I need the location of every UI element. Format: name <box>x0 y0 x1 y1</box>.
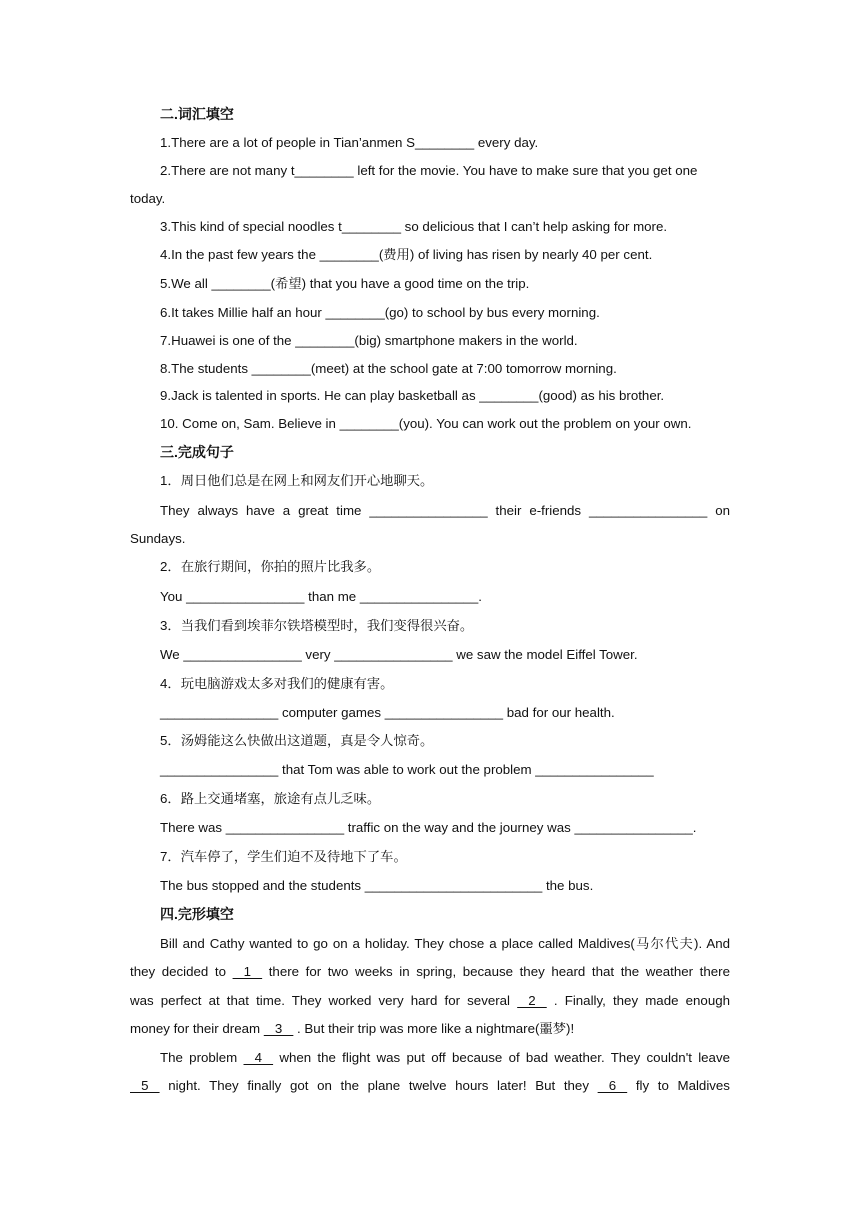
cloze-p1-line3 <box>130 991 730 1011</box>
cloze-p2-line1 <box>160 1048 730 1068</box>
cloze-p1-line2 <box>130 962 730 982</box>
vocab-item-2: 2.There are not many t________ left for the movie. You have to make sure that you get one <box>160 163 698 178</box>
sentence-3-en: We ________________ very ________________ we saw the model Eiffel Tower. <box>160 647 638 662</box>
sentence-3-cn: 3．当我们看到埃菲尔铁塔模型时，我们变得很兴奋。 <box>160 618 474 633</box>
vocab-item-1: 1.There are a lot of people in Tian’anmen S________ every day. <box>160 135 539 150</box>
sentence-7-en: The bus stopped and the students ________________________ the bus. <box>160 878 594 893</box>
cloze-text: The problem <box>160 1050 238 1065</box>
sentence-5-en: ________________ that Tom was able to work out the problem ________________ <box>160 762 654 777</box>
sentence-6-en: There was ________________ traffic on the way and the journey was ________________. <box>160 820 697 835</box>
vocab-item-9: 9.Jack is talented in sports. He can play basketball as ________(good) as his brother. <box>160 388 665 403</box>
cloze-text: they decided to <box>130 964 226 979</box>
cloze-text: night. They finally got on the plane twelve hours later! But they <box>168 1078 589 1093</box>
section2-heading: 二.词汇填空 <box>160 106 234 122</box>
cloze-p1-line4 <box>130 1019 730 1039</box>
cloze-text: . But their trip was more like a nightmare(噩梦)! <box>297 1021 575 1036</box>
cloze-text: money for their dream <box>130 1021 261 1036</box>
cloze-blank-6: 6 <box>597 1078 628 1093</box>
vocab-item-10: 10. Come on, Sam. Believe in ________(you). You can work out the problem on your own. <box>160 416 692 431</box>
vocab-item-5: 5.We all ________(希望) that you have a good time on the trip. <box>160 276 530 291</box>
vocab-item-6: 6.It takes Millie half an hour ________(go) to school by bus every morning. <box>160 305 600 320</box>
sentence-1-cn: 1．周日他们总是在网上和网友们开心地聊天。 <box>160 473 434 488</box>
vocab-item-3: 3.This kind of special noodles t________ so delicious that I can’t help asking for more. <box>160 219 668 234</box>
cloze-blank-4: 4 <box>243 1050 274 1065</box>
cloze-p2-line2 <box>130 1076 730 1096</box>
sentence-4-cn: 4．玩电脑游戏太多对我们的健康有害。 <box>160 676 394 691</box>
sentence-4-en: ________________ computer games ________________ bad for our health. <box>160 705 615 720</box>
sentence-7-cn: 7．汽车停了，学生们迫不及待地下了车。 <box>160 849 407 864</box>
cloze-blank-5: 5 <box>130 1078 160 1093</box>
vocab-item-2-cont: today. <box>130 191 166 206</box>
vocab-item-8: 8.The students ________(meet) at the school gate at 7:00 tomorrow morning. <box>160 361 617 376</box>
cloze-text: . Finally, they made enough <box>553 993 731 1008</box>
sentence-1-en: They always have a great time ________________ their e-friends ________________ on <box>160 503 730 518</box>
cloze-blank-3: 3 <box>263 1021 294 1036</box>
sentence-2-cn: 2．在旅行期间，你拍的照片比我多。 <box>160 559 381 574</box>
vocab-item-7: 7.Huawei is one of the ________(big) smartphone makers in the world. <box>160 333 578 348</box>
sentence-5-cn: 5．汤姆能这么快做出这道题，真是令人惊奇。 <box>160 733 434 748</box>
section3-heading: 三.完成句子 <box>160 444 234 460</box>
cloze-text: was perfect at that time. They worked very hard for several <box>130 993 511 1008</box>
vocab-item-4: 4.In the past few years the ________(费用) of living has risen by nearly 40 per cent. <box>160 247 653 262</box>
section4-heading: 四.完形填空 <box>160 906 234 922</box>
cloze-text: fly to Maldives <box>635 1078 730 1093</box>
sentence-2-en: You ________________ than me ________________. <box>160 589 482 604</box>
cloze-text: there for two weeks in spring, because they heard that the weather there <box>268 964 730 979</box>
sentence-1-en-cont: Sundays. <box>130 531 186 546</box>
cloze-p1-line1: Bill and Cathy wanted to go on a holiday. They chose a place called Maldives(马尔代夫). And <box>160 936 730 951</box>
cloze-blank-2: 2 <box>517 993 547 1008</box>
sentence-6-cn: 6．路上交通堵塞，旅途有点儿乏味。 <box>160 791 381 806</box>
cloze-blank-1: 1 <box>232 964 263 979</box>
cloze-text: when the flight was put off because of bad weather. They couldn't leave <box>279 1050 730 1065</box>
